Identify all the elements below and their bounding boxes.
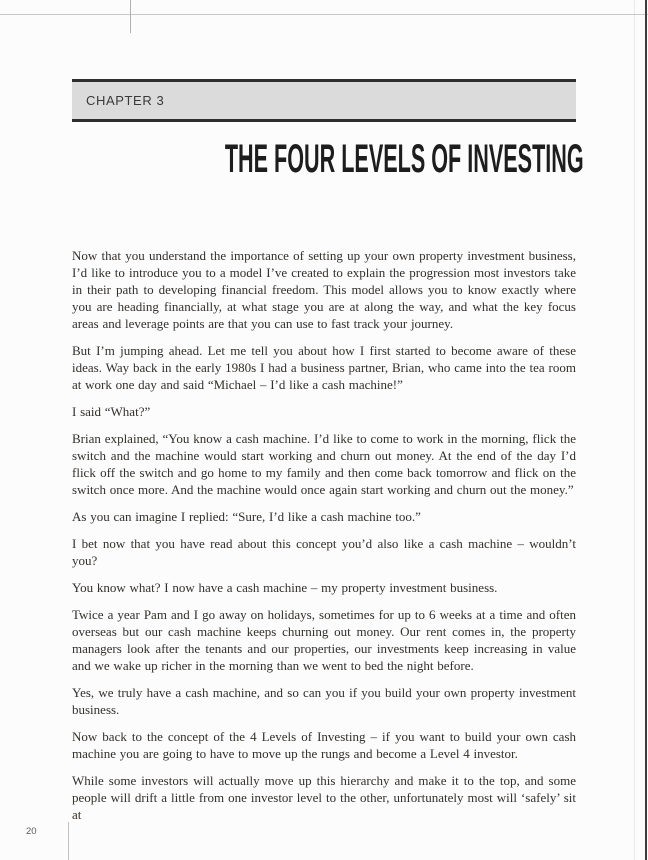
chapter-title-wrap	[72, 137, 584, 181]
scan-edge-line-top	[0, 14, 648, 15]
scan-page-edge-faint	[634, 0, 635, 860]
paragraph: Now back to the concept of the 4 Levels of Investing – if you want to build your own cash machine you are going to have to move up the rungs and become a Level 4 investor.	[72, 729, 576, 761]
paragraph: Twice a year Pam and I go away on holidays, sometimes for up to 6 weeks at a time and often overseas but our cash machine keeps churning out money. Our rent comes in, the property managers look after the tenants and our properties, our investments keep increasing in value and we wake up richer in the morning than we went to bed the night before.	[72, 607, 576, 673]
scan-page-edge-right	[645, 0, 647, 860]
page-number: 20	[26, 826, 37, 837]
scan-mark-vertical-top	[130, 0, 131, 33]
paragraph: Brian explained, “You know a cash machine. I’d like to come to work in the morning, flick the switch and the machine would start working and churn out money. At the end of the day I’d flick off the switch and go home to my family and then come back tomorrow and flick on the switch once more. And the machine would once again start working and churn out the money.”	[72, 431, 576, 497]
paragraph: As you can imagine I replied: “Sure, I’d like a cash machine too.”	[72, 509, 421, 524]
scan-mark-vertical-bottom	[68, 822, 69, 860]
chapter-label: CHAPTER 3	[86, 93, 165, 108]
paragraph: I said “What?”	[72, 404, 151, 419]
paragraph: You know what? I now have a cash machine – my property investment business.	[72, 580, 498, 595]
body-text	[72, 247, 576, 823]
chapter-header-bar	[72, 79, 576, 122]
paragraph: Yes, we truly have a cash machine, and so can you if you build your own property investment business.	[72, 685, 576, 717]
paragraph: While some investors will actually move up this hierarchy and make it to the top, and some people will drift a little from one investor level to the other, unfortunately most will ‘safely’ sit at	[72, 773, 576, 822]
paragraph: I bet now that you have read about this concept you’d also like a cash machine – wouldn’t you?	[72, 536, 576, 568]
paragraph: But I’m jumping ahead. Let me tell you about how I first started to become aware of these ideas. Way back in the early 1980s I had a business partner, Brian, who came into the tea room at work one day and said “Michael – I’d like a cash machine!”	[72, 343, 576, 392]
page-title: THE FOUR LEVELS OF INVESTING	[224, 137, 584, 181]
paragraph: Now that you understand the importance of setting up your own property investment business, I’d like to introduce you to a model I’ve created to explain the progression most investors take in their path to developing financial freedom. This model allows you to know exactly where you are heading financially, at what stage you are at along the way, and what the key focus areas and leverage points are that you can use to fast track your journey.	[72, 248, 576, 331]
